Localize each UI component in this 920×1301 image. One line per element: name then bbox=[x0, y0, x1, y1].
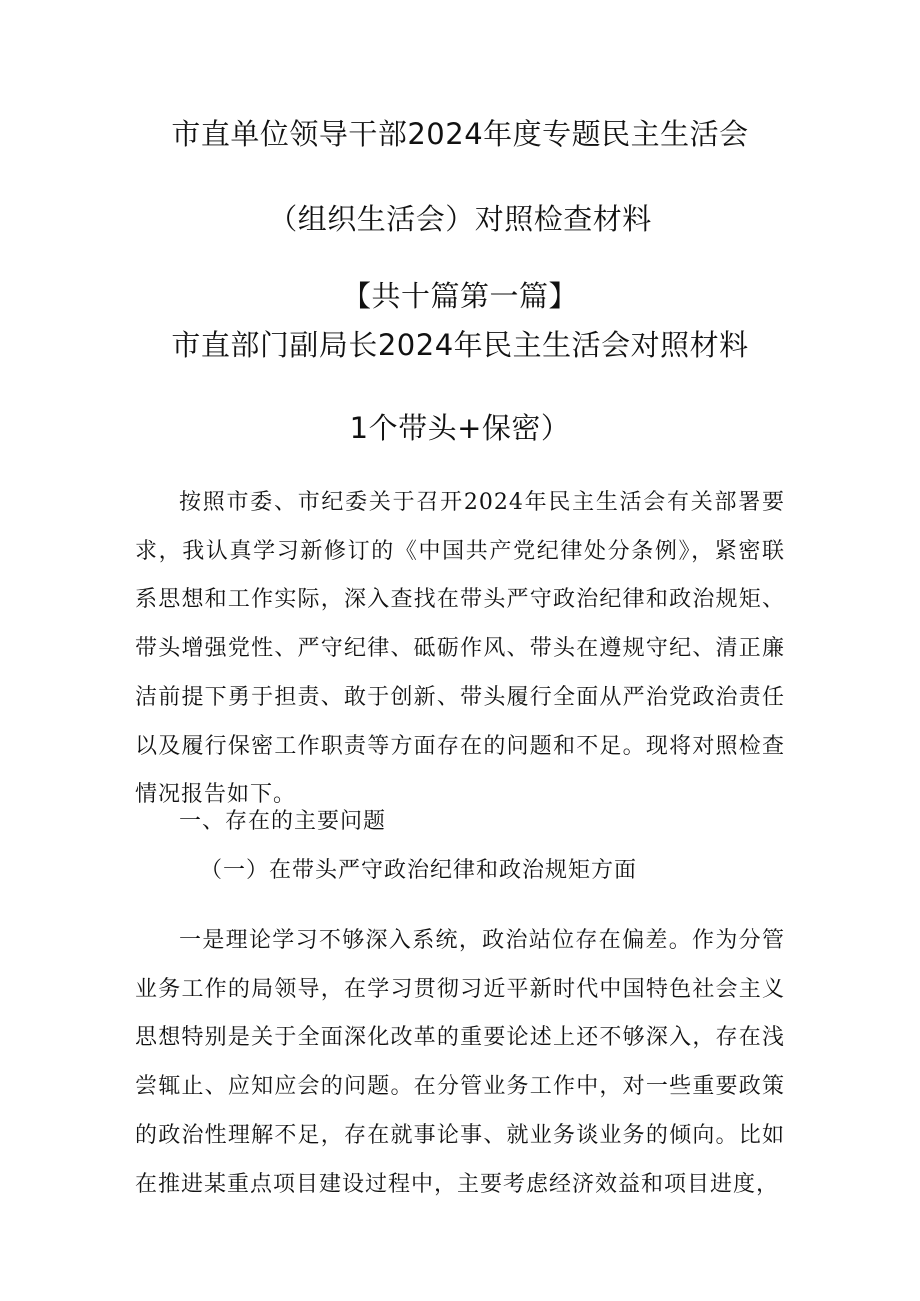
title-line-2: （组织生活会）对照检查材料 bbox=[268, 202, 652, 236]
body-paragraph: 一是理论学习不够深入系统，政治站位存在偏差。作为分管业务工作的局领导，在学习贯彻习近平新时代中国特色社会主义思想特别是关于全面深化改革的重要论述上还不够深入，存在浅尝辄止、应知应会的问题。在分管业务工作中，对一些重要政策的政治性理解不足，存在就事论事、就业务谈业务的倾向。比如在推进某重点项目建设过程中，主要考虑经济效益和项目进度， bbox=[135, 928, 785, 1197]
title-line-3: 【共十篇第一篇】 bbox=[341, 279, 578, 313]
title-line-1: 市直单位领导干部2024年度专题民主生活会 bbox=[171, 117, 749, 151]
title-line-5: 1个带头+保密） bbox=[349, 411, 571, 445]
subsection-heading: （一）在带头严守政治纪律和政治规矩方面 bbox=[200, 858, 638, 883]
section-heading: 一、存在的主要问题 bbox=[179, 809, 387, 834]
title-line-4: 市直部门副局长2024年民主生活会对照材料 bbox=[171, 328, 749, 362]
intro-paragraph: 按照市委、市纪委关于召开2024年民主生活会有关部署要求，我认真学习新修订的《中国共产党纪律处分条例》，紧密联系思想和工作实际，深入查找在带头严守政治纪律和政治规矩、带头增强党性、严守纪律、砥砺作风、带头在遵规守纪、清正廉洁前提下勇于担责、敢于创新、带头履行全面从严治党政治责任以及履行保密工作职责等方面存在的问题和不足。现将对照检查情况报告如下。 bbox=[135, 490, 785, 808]
